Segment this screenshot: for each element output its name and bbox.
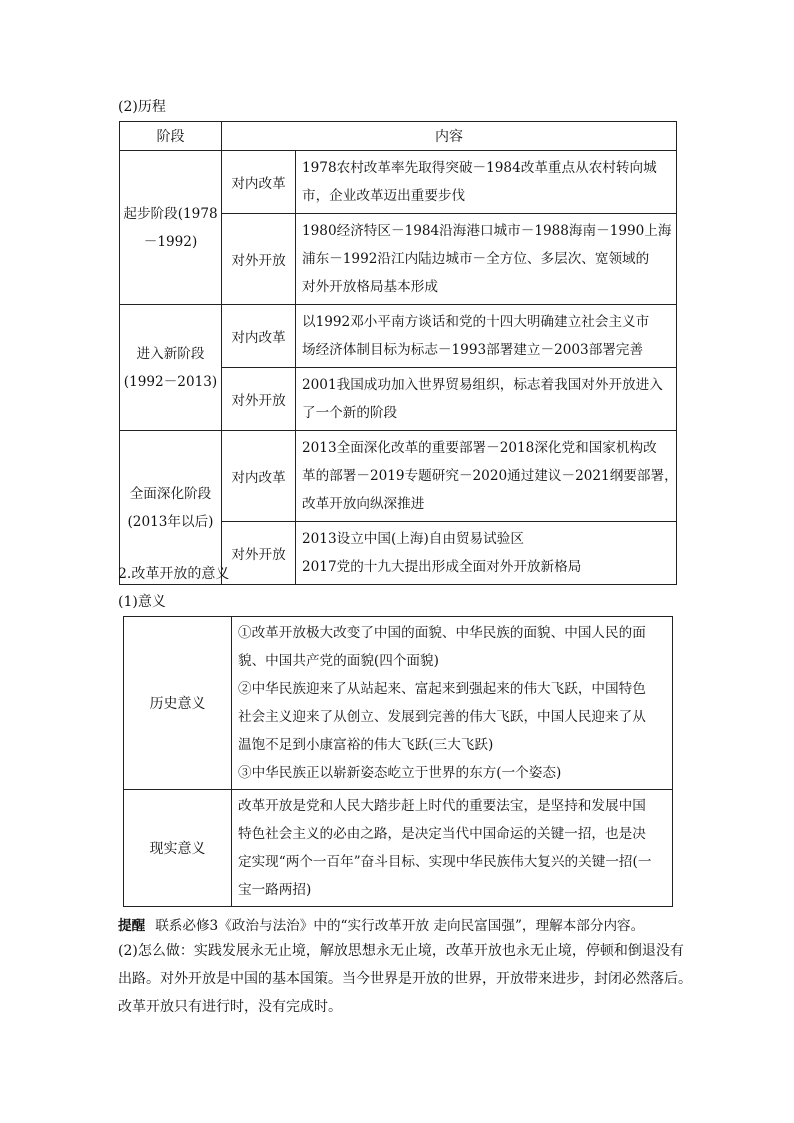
meaning-content-cell [232,790,673,907]
table-row [120,151,677,214]
header-stage: 阶段 [120,122,222,151]
content-line: 改革开放是党和人民大踏步赶上时代的重要法宝，是坚持和发展中国 [238,798,646,814]
stage-period: (2013年以后) [127,513,214,530]
type-cell: 对外开放 [222,214,296,305]
table-row [120,431,677,522]
content-line: 特色社会主义的必由之路，是决定当代中国命运的关键一招，也是决 [238,826,646,842]
meaning-label-cell: 现实意义 [124,790,232,907]
content-line: 浦东－1992沿江内陆边城市－全方位、多层次、宽领域的 [302,251,650,267]
paragraph-line: (2)怎么做：实践发展永无止境，解放思想永无止境，改革开放也永无止境，停顿和倒退没有 [118,943,684,959]
stage-label: 全面深化阶段 [129,485,212,502]
stage-label: 起步阶段(1978 [123,205,218,222]
content-line: 革的部署－2019专题研究－2020通过建议－2021纲要部署， [302,468,678,484]
content-line: ③中华民族正以崭新姿态屹立于世界的东方(一个姿态) [238,765,562,781]
paragraph-line: 出路。对外开放是中国的基本国策。当今世界是开放的世界，开放带来进步，封闭必然落后。 [118,971,692,987]
header-content: 内容 [222,122,677,151]
tip-note [118,914,644,934]
meaning-subtitle: (1)意义 [118,594,166,610]
content-line: 了一个新的阶段 [302,405,398,421]
content-line: 2013设立中国(上海)自由贸易试验区 [302,531,524,547]
type-cell: 对内改革 [222,305,296,368]
stage-label: 进入新阶段 [136,345,205,362]
history-table [119,121,677,585]
content-cell [296,214,677,305]
tip-text: 联系必修3《政治与法治》中的“实行改革开放 走向民富国强”，理解本部分内容。 [155,918,645,934]
stage-cell [120,305,222,431]
table-row [124,790,673,907]
content-line: 2013全面深化改革的重要部署－2018深化党和国家机构改 [302,440,657,456]
type-cell: 对外开放 [222,522,296,585]
content-line: 貌、中国共产党的面貌(四个面貌) [238,653,439,669]
table-row [120,305,677,368]
meaning-table [123,616,673,907]
meaning-label-cell: 历史意义 [124,617,232,790]
stage-cell [120,151,222,305]
content-line: ①改革开放极大改变了中国的面貌、中华民族的面貌、中国人民的面 [238,625,646,641]
content-line: 市，企业改革迈出重要步伐 [302,188,466,204]
content-line: 场经济体制目标为标志－1993部署建立－2003部署完善 [302,342,644,358]
content-line: 宝一路两招) [238,882,312,898]
type-cell: 对外开放 [222,368,296,431]
content-cell [296,431,677,522]
stage-cell [120,431,222,585]
content-cell [296,305,677,368]
tip-label: 提醒 [118,918,146,934]
how-paragraph [118,937,692,1021]
content-line: 2001我国成功加入世界贸易组织，标志着我国对外开放进入 [302,377,663,393]
type-cell: 对内改革 [222,151,296,214]
meaning-content-cell [232,617,673,790]
paragraph-line: 改革开放只有进行时，没有完成时。 [118,999,342,1015]
history-table-header [120,122,677,151]
content-line: 温饱不足到小康富裕的伟大飞跃(三大飞跃) [238,737,494,753]
type-cell: 对内改革 [222,431,296,522]
content-line: 定实现“两个一百年”奋斗目标、实现中华民族伟大复兴的关键一招(一 [238,854,652,870]
content-line: 社会主义迎来了从创立、发展到完善的伟大飞跃，中国人民迎来了从 [238,709,646,725]
content-line: 1980经济特区－1984沿海港口城市－1988海南－1990上海 [302,223,672,239]
content-line: 2017党的十九大提出形成全面对外开放新格局 [302,559,582,575]
content-cell [296,151,677,214]
section-title: 2.改革开放的意义 [118,566,230,582]
table-row [124,617,673,790]
content-line: 改革开放向纵深推进 [302,496,425,512]
content-line: 对外开放格局基本形成 [302,279,438,295]
content-line: 1978农村改革率先取得突破－1984改革重点从农村转向城 [302,160,657,176]
content-line: 以1992邓小平南方谈话和党的十四大明确建立社会主义市 [302,314,650,330]
history-subtitle: (2)历程 [118,99,166,115]
content-cell [296,368,677,431]
stage-period: －1992) [143,233,198,250]
content-cell [296,522,677,585]
content-line: ②中华民族迎来了从站起来、富起来到强起来的伟大飞跃，中国特色 [238,681,646,697]
stage-period: (1992－2013) [123,373,218,390]
